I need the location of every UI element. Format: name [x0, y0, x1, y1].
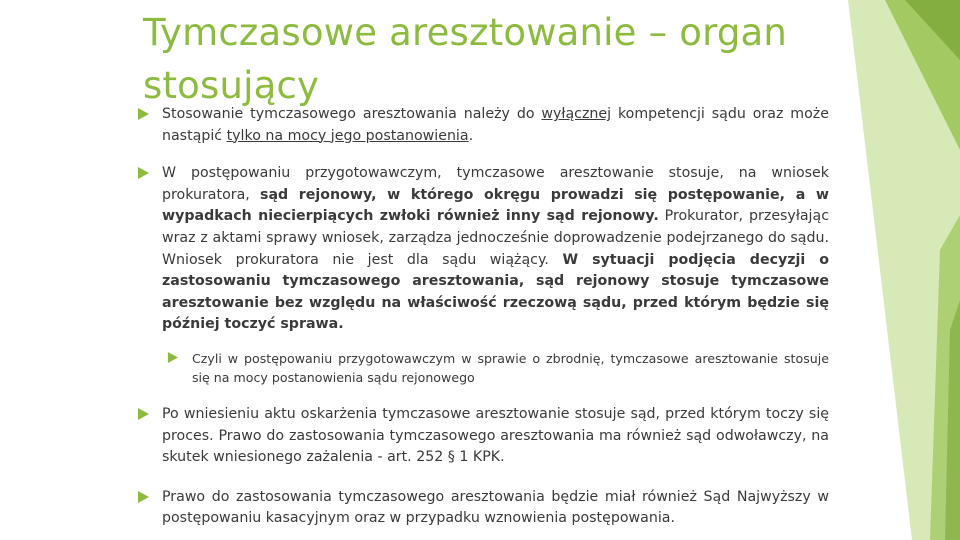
bullet-text — [162, 406, 829, 465]
bullet-point — [137, 104, 829, 147]
triangle-right-icon — [137, 408, 149, 420]
bullet-text — [162, 106, 829, 144]
triangle-right-icon — [137, 167, 149, 179]
text-segment: Stosowanie tymczasowego aresztowania należy do — [162, 106, 542, 122]
text-segment: . — [468, 127, 474, 144]
text-segment: Prokurator, przesyłając wraz z aktami sprawy wniosek, zarządza jednocześnie doprowadzenie podejrzanego do sądu. Wniosek prokuratora nie jest dla sądu wiążący. — [162, 208, 829, 268]
text-segment: tylko na mocy jego postanowienia — [226, 127, 469, 144]
slide-content — [137, 104, 829, 530]
bullet-point — [137, 487, 829, 530]
text-segment: Prawo do zastosowania tymczasowego aresztowania będzie miał również Sąd Najwyższy w postępowaniu kasacyjnym oraz w przypadku wznowienia postępowania. — [162, 488, 829, 527]
bullet-text — [162, 489, 829, 527]
triangle-right-icon — [137, 108, 149, 120]
text-segment: W postępowaniu przygotowawczym, tymczasowe aresztowanie stosuje, na wniosek prokuratora, — [162, 165, 829, 203]
bullet-point — [137, 163, 829, 336]
triangle-right-icon — [167, 352, 178, 363]
slide-title: Tymczasowe aresztowanie – organ stosujący — [143, 11, 788, 107]
bullet-text — [162, 165, 829, 332]
text-segment: sąd rejonowy, w którego okręgu prowadzi się postępowanie, a w wypadkach niecierpiących zwłoki również inny sąd rejonowy. — [162, 186, 830, 225]
bullet-point — [167, 349, 829, 387]
text-segment: wyłącznej — [541, 106, 612, 122]
text-segment: Czyli w postępowaniu przygotowawczym w sprawie o zbrodnię, tymczasowe aresztowanie stosuje się na mocy postanowienia sądu rejonowego — [192, 350, 829, 385]
triangle-right-icon — [137, 491, 149, 503]
text-segment: kompetencji sądu oraz może nastąpić — [162, 106, 829, 144]
text-segment: Po wniesieniu aktu oskarżenia tymczasowe aresztowanie stosuje sąd, przed którym toczy się proces. Prawo do zastosowania tymczasowego aresztowania ma również sąd odwoławczy, na skutek wniesionego zażalenia - art. 252 § 1 KPK. — [162, 405, 829, 466]
text-segment: W sytuacji podjęcia decyzji o zastosowaniu tymczasowego aresztowania, sąd rejonowy stosuje tymczasowe aresztowanie bez względu na właściwość rzeczową sądu, przed którym będzie się później toczyć sprawa. — [162, 251, 829, 333]
bullet-point — [137, 404, 829, 469]
bullet-text — [192, 351, 829, 385]
